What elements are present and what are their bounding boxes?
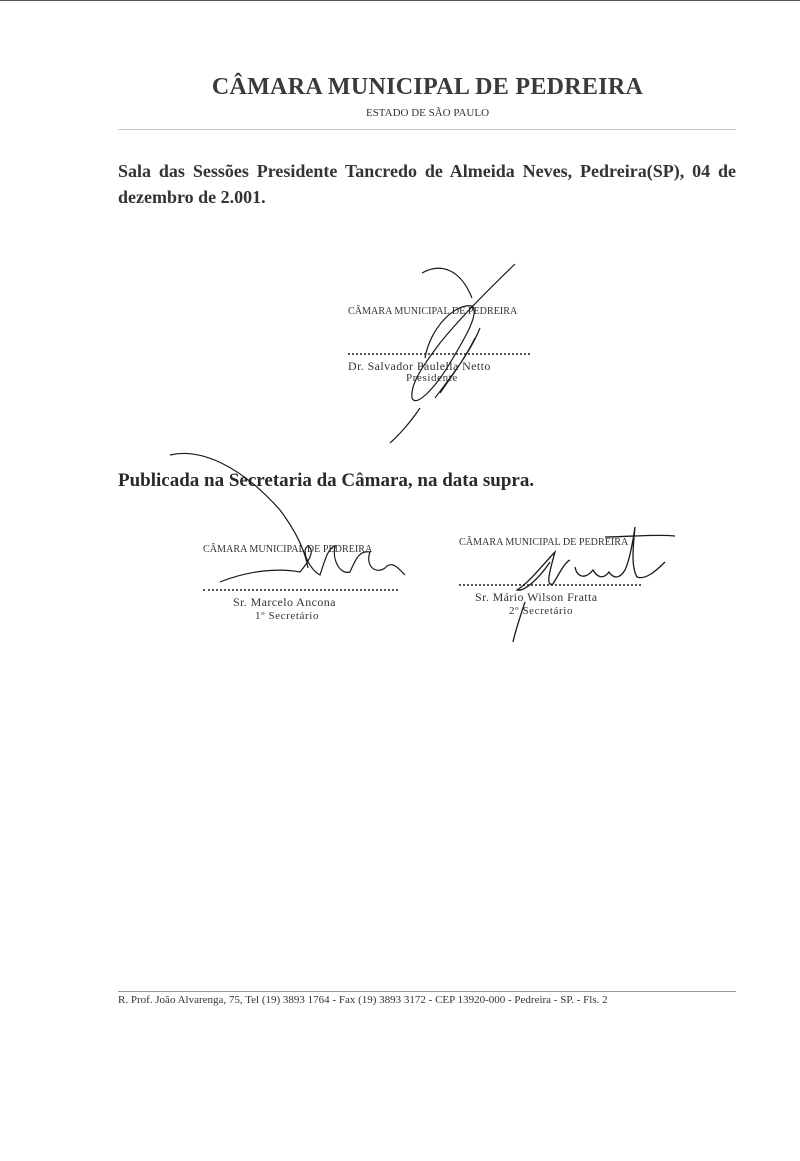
signature-name: Sr. Mário Wilson Fratta (475, 590, 598, 604)
header-divider (118, 129, 736, 130)
signature-role: 1º Secretário (255, 610, 320, 622)
signature-org: CÂMARA MUNICIPAL DE PEDREIRA (203, 543, 373, 555)
second-secretary-signature-scribble (505, 522, 680, 647)
footer-divider (118, 991, 736, 992)
signature-org: CÂMARA MUNICIPAL DE PEDREIRA (348, 305, 518, 317)
top-border (0, 0, 800, 2)
signature-org: CÂMARA MUNICIPAL DE PEDREIRA (459, 536, 629, 548)
signature-name: Dr. Salvador Paulella Netto (348, 359, 491, 373)
footer-address: R. Prof. João Alvarenga, 75, Tel (19) 3893 1764 - Fax (19) 3893 3172 - CEP 13920-000 - Pedreira - SP. - Fls. 2 (118, 994, 608, 1006)
first-secretary-signature-scribble (160, 450, 420, 600)
session-statement: Sala das Sessões Presidente Tancredo de Almeida Neves, Pedreira(SP), 04 de dezembro de 2.001. (118, 161, 736, 207)
president-signature-scribble (380, 258, 540, 448)
signature-role: 2º Secretário (509, 605, 574, 617)
header-title: CÂMARA MUNICIPAL DE PEDREIRA (211, 74, 644, 100)
signature-role: Presidente (406, 372, 458, 384)
signature-name: Sr. Marcelo Ancona (233, 595, 336, 609)
header-subtitle: ESTADO DE SÃO PAULO (365, 107, 490, 119)
publication-statement: Publicada na Secretaria da Câmara, na data supra. (118, 470, 535, 491)
